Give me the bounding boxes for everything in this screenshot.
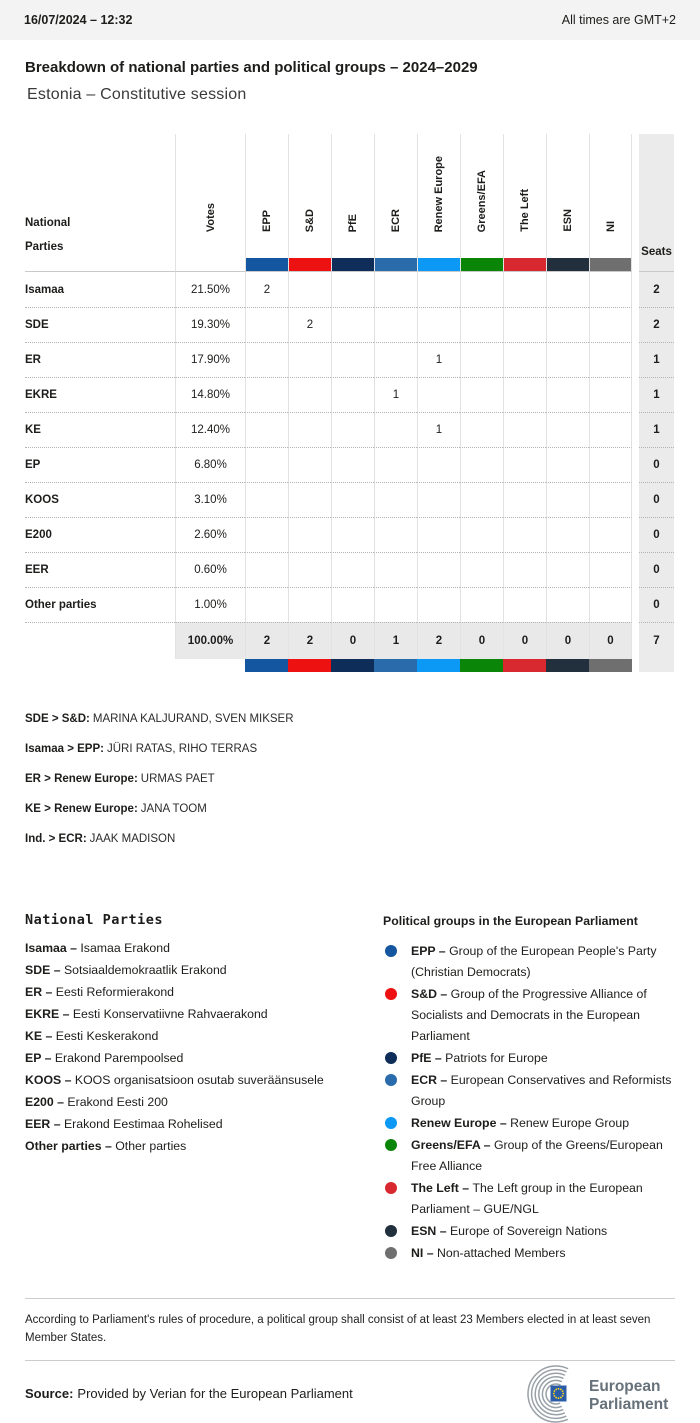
group-seats-cell xyxy=(245,517,288,552)
group-seats-cell xyxy=(245,377,288,412)
delegation-note xyxy=(25,743,675,756)
group-seats-cell xyxy=(331,482,374,517)
group-color-bar xyxy=(461,258,503,271)
group-seats-cell xyxy=(546,552,589,587)
group-seats-cell xyxy=(546,587,589,622)
group-color-bar xyxy=(332,258,374,271)
group-color-bar xyxy=(546,659,589,672)
source-label: Source: xyxy=(25,1386,74,1402)
group-seats-cell xyxy=(589,517,632,552)
group-seats-cell xyxy=(589,377,632,412)
group-seats-cell xyxy=(374,342,417,377)
group-color-dot xyxy=(385,988,397,1000)
group-color-bar xyxy=(418,258,460,271)
national-party-item xyxy=(25,1008,383,1021)
corner-line: National xyxy=(25,217,71,229)
party-name-cell: EER xyxy=(25,552,175,587)
column-gap xyxy=(632,482,639,517)
votes-cell: 0.60% xyxy=(175,552,245,587)
group-seats-cell: 1 xyxy=(417,342,460,377)
group-seats-cell xyxy=(589,552,632,587)
party-name-cell: ER xyxy=(25,342,175,377)
group-color-bar xyxy=(288,659,331,672)
group-seats-cell xyxy=(503,377,546,412)
group-color-dot xyxy=(385,1225,397,1237)
rules-footnote: According to Parliament's rules of procedure, a political group shall consist of at least 23 Members elected in at least seven Member States. xyxy=(25,1314,651,1345)
column-gap xyxy=(632,659,639,672)
group-seats-cell xyxy=(245,412,288,447)
party-full-name: Other parties xyxy=(111,1139,187,1153)
group-description: Renew Europe – Renew Europe Group xyxy=(411,1116,630,1130)
national-party-item xyxy=(25,1074,383,1087)
group-seats-cell xyxy=(546,307,589,342)
group-seats-cell xyxy=(288,517,331,552)
group-seats-cell xyxy=(331,587,374,622)
total-row-spacer xyxy=(25,622,175,659)
column-header-renew-europe xyxy=(417,134,460,272)
group-description: NI – Non-attached Members xyxy=(411,1246,566,1260)
group-seats-cell xyxy=(460,587,503,622)
group-color-dot xyxy=(385,1052,397,1064)
delegation-note-label: Isamaa > EPP: xyxy=(25,743,104,755)
bar-row-spacer xyxy=(175,659,245,672)
group-header-label: The Left xyxy=(519,189,531,232)
group-seats-cell xyxy=(503,447,546,482)
delegation-note xyxy=(25,833,675,846)
votes-cell: 17.90% xyxy=(175,342,245,377)
group-seats-cell xyxy=(546,482,589,517)
party-full-name: Erakond Eestimaa Rohelised xyxy=(60,1117,223,1131)
party-name-cell: Isamaa xyxy=(25,283,65,296)
source-line xyxy=(25,1386,353,1401)
group-seats-cell xyxy=(589,342,632,377)
group-color-dot xyxy=(385,1139,397,1151)
votes-cell: 2.60% xyxy=(175,517,245,552)
group-seats-cell xyxy=(245,587,288,622)
party-full-name: Erakond Parempoolsed xyxy=(51,1051,184,1065)
national-party-item xyxy=(25,942,383,955)
group-seats-cell: 2 xyxy=(288,307,331,342)
column-header-votes xyxy=(175,134,245,272)
group-color-dot xyxy=(385,1074,397,1086)
group-color-bar xyxy=(375,258,417,271)
party-abbr: EP – xyxy=(25,1051,52,1065)
column-gap xyxy=(632,517,639,552)
group-header-label: Greens/EFA xyxy=(476,169,488,232)
group-color-bar xyxy=(374,659,417,672)
group-seats-cell xyxy=(331,272,374,307)
group-description: PfE – Patriots for Europe xyxy=(411,1051,548,1065)
total-seats-cell: 7 xyxy=(639,622,674,659)
votes-cell: 12.40% xyxy=(175,412,245,447)
group-header-label: Renew Europe xyxy=(433,155,445,232)
group-seats-cell xyxy=(503,517,546,552)
group-seats-cell xyxy=(331,517,374,552)
group-description: ESN – Europe of Sovereign Nations xyxy=(411,1224,608,1238)
votes-cell: 6.80% xyxy=(175,447,245,482)
bar-row-spacer xyxy=(25,659,175,672)
group-color-bar xyxy=(590,258,631,271)
delegation-note-label: KE > Renew Europe: xyxy=(25,803,138,815)
group-seats-cell xyxy=(460,552,503,587)
group-seats-cell xyxy=(288,342,331,377)
group-seats-cell xyxy=(460,307,503,342)
party-full-name: Isamaa Erakond xyxy=(76,941,170,955)
group-seats-cell xyxy=(245,342,288,377)
group-color-dot xyxy=(385,1117,397,1129)
page-footer xyxy=(25,1365,675,1423)
group-seats-cell xyxy=(460,272,503,307)
seats-cell: 0 xyxy=(639,552,674,587)
group-seats-cell xyxy=(460,447,503,482)
party-full-name: Eesti Keskerakond xyxy=(52,1029,159,1043)
group-seats-cell xyxy=(417,517,460,552)
party-abbr: SDE – xyxy=(25,963,61,977)
column-header-greens-efa xyxy=(460,134,503,272)
group-color-bar xyxy=(547,258,589,271)
seats-cell: 2 xyxy=(639,272,674,307)
group-seats-cell xyxy=(546,412,589,447)
group-seats-cell xyxy=(460,517,503,552)
party-abbr: KOOS – xyxy=(25,1073,72,1087)
corner-line: Parties xyxy=(25,241,64,253)
column-gap xyxy=(632,307,639,342)
group-color-bar xyxy=(503,659,546,672)
column-header-seats: Seats xyxy=(639,134,674,272)
political-group-item xyxy=(383,984,675,1047)
group-description: Greens/EFA – Group of the Greens/European Free Alliance xyxy=(411,1138,663,1173)
votes-cell: 1.00% xyxy=(175,587,245,622)
national-party-item xyxy=(25,1140,383,1153)
party-name-cell: Other parties xyxy=(25,587,175,622)
group-seats-cell xyxy=(503,412,546,447)
group-seats-cell: 1 xyxy=(417,412,460,447)
seats-cell: 0 xyxy=(639,587,674,622)
group-seats-cell xyxy=(589,587,632,622)
political-groups-legend xyxy=(383,912,675,1265)
party-abbr: ER – xyxy=(25,985,53,999)
party-name-cell: EKRE xyxy=(25,377,175,412)
seats-cell: 1 xyxy=(639,412,674,447)
group-color-bar xyxy=(246,258,288,271)
group-seats-cell xyxy=(503,552,546,587)
national-party-item xyxy=(25,1052,383,1065)
group-seats-cell xyxy=(331,447,374,482)
group-seats-cell xyxy=(460,482,503,517)
group-seats-cell xyxy=(417,552,460,587)
group-seats-cell xyxy=(374,482,417,517)
column-gap xyxy=(632,447,639,482)
group-seats-cell xyxy=(503,482,546,517)
national-party-item xyxy=(25,1030,383,1043)
group-color-dot xyxy=(385,1182,397,1194)
group-header-label: EPP xyxy=(261,209,273,232)
group-header-label: PfE xyxy=(347,213,359,232)
group-seats-cell xyxy=(288,447,331,482)
political-group-item xyxy=(383,1221,675,1242)
party-abbr: EKRE – xyxy=(25,1007,70,1021)
group-seats-cell xyxy=(589,447,632,482)
legends xyxy=(25,912,675,1265)
group-seats-cell xyxy=(245,447,288,482)
page-title: Breakdown of national parties and political groups – 2024–2029 xyxy=(25,59,478,76)
delegation-note-names: MARINA KALJURAND, SVEN MIKSER xyxy=(92,713,294,725)
group-seats-cell xyxy=(546,342,589,377)
votes-cell: 19.30% xyxy=(175,307,245,342)
group-seats-cell xyxy=(245,482,288,517)
seats-cell: 0 xyxy=(639,447,674,482)
group-seats-cell xyxy=(331,412,374,447)
group-seats-cell xyxy=(546,272,589,307)
group-seats-cell xyxy=(245,307,288,342)
delegation-note-label: Ind. > ECR: xyxy=(25,833,87,845)
group-seats-cell xyxy=(331,342,374,377)
timezone-note: All times are GMT+2 xyxy=(561,13,676,27)
political-group-item xyxy=(383,941,675,983)
delegation-note xyxy=(25,803,675,816)
delegation-note-names: URMAS PAET xyxy=(140,773,215,785)
group-description: S&D – Group of the Progressive Alliance of Socialists and Democrats in the European Parliament xyxy=(411,987,647,1043)
column-gap xyxy=(632,587,639,622)
delegation-notes xyxy=(25,713,675,846)
group-seats-cell xyxy=(589,412,632,447)
group-seats-cell: 1 xyxy=(374,377,417,412)
votes-cell: 21.50% xyxy=(175,272,245,307)
delegation-note-names: JÜRI RATAS, RIHO TERRAS xyxy=(106,743,258,755)
party-abbr: Other parties – xyxy=(25,1139,112,1153)
political-group-item xyxy=(383,1070,675,1112)
votes-header-label: Votes xyxy=(204,202,217,232)
party-name-cell: EP xyxy=(25,447,175,482)
group-seats-cell xyxy=(288,587,331,622)
total-votes-cell: 100.00% xyxy=(175,622,245,659)
group-color-bar xyxy=(289,258,331,271)
group-color-bar xyxy=(589,659,632,672)
total-group-seats-cell: 0 xyxy=(589,622,632,659)
group-header-label: NI xyxy=(604,221,617,232)
group-seats-cell xyxy=(546,517,589,552)
seats-cell: 0 xyxy=(639,482,674,517)
party-full-name: Eesti Konservatiivne Rahvaerakond xyxy=(69,1007,268,1021)
group-seats-cell xyxy=(374,272,417,307)
group-seats-cell xyxy=(245,552,288,587)
divider xyxy=(25,1360,675,1361)
group-seats-cell xyxy=(460,412,503,447)
group-seats-cell xyxy=(460,377,503,412)
group-seats-cell: 2 xyxy=(245,272,288,307)
party-abbr: KE – xyxy=(25,1029,53,1043)
column-header-pfe xyxy=(331,134,374,272)
group-seats-cell xyxy=(503,587,546,622)
column-header-epp xyxy=(245,134,288,272)
group-seats-cell xyxy=(374,307,417,342)
votes-cell: 14.80% xyxy=(175,377,245,412)
delegation-note-label: SDE > S&D: xyxy=(25,713,90,725)
group-seats-cell xyxy=(417,587,460,622)
column-gap xyxy=(632,272,639,307)
group-seats-cell xyxy=(417,447,460,482)
total-group-seats-cell: 0 xyxy=(546,622,589,659)
group-seats-cell xyxy=(374,517,417,552)
party-name-cell: KE xyxy=(25,412,175,447)
total-group-seats-cell: 2 xyxy=(417,622,460,659)
table-corner-header xyxy=(25,134,175,272)
seats-cell: 2 xyxy=(639,307,674,342)
group-seats-cell xyxy=(374,447,417,482)
results-table xyxy=(25,134,675,672)
column-header-s-d xyxy=(288,134,331,272)
group-seats-cell xyxy=(503,272,546,307)
column-gap xyxy=(632,342,639,377)
column-gap xyxy=(632,377,639,412)
top-bar xyxy=(0,0,700,40)
column-header-ecr xyxy=(374,134,417,272)
national-parties-list xyxy=(25,942,383,1153)
group-header-label: ECR xyxy=(390,208,402,232)
group-description: EPP – Group of the European People's Party (Christian Democrats) xyxy=(411,944,657,979)
delegation-note-names: JAAK MADISON xyxy=(89,833,176,845)
page-subtitle: Estonia – Constitutive session xyxy=(27,86,247,103)
group-color-bar xyxy=(504,258,546,271)
group-seats-cell xyxy=(331,377,374,412)
party-abbr: Isamaa – xyxy=(25,941,77,955)
group-seats-cell xyxy=(331,307,374,342)
group-seats-cell xyxy=(503,342,546,377)
total-group-seats-cell: 2 xyxy=(245,622,288,659)
political-group-item xyxy=(383,1048,675,1069)
group-seats-cell xyxy=(417,307,460,342)
party-full-name: KOOS organisatsioon osutab suveräänsusele xyxy=(71,1073,324,1087)
group-seats-cell xyxy=(546,447,589,482)
total-group-seats-cell: 1 xyxy=(374,622,417,659)
group-seats-cell xyxy=(503,307,546,342)
group-seats-cell xyxy=(374,552,417,587)
group-color-bar xyxy=(417,659,460,672)
seats-cell: 1 xyxy=(639,342,674,377)
source-text: Provided by Verian for the European Parliament xyxy=(77,1386,353,1402)
group-seats-cell xyxy=(331,552,374,587)
group-header-label: S&D xyxy=(304,208,316,232)
national-parties-legend xyxy=(25,912,383,1265)
group-seats-cell xyxy=(546,377,589,412)
datetime-label: 16/07/2024 – 12:32 xyxy=(24,13,133,27)
european-parliament-logo xyxy=(525,1365,675,1423)
party-full-name: Erakond Eesti 200 xyxy=(63,1095,168,1109)
political-groups-list xyxy=(383,941,675,1264)
delegation-note xyxy=(25,713,675,726)
column-header-ni xyxy=(589,134,632,272)
group-seats-cell xyxy=(374,412,417,447)
group-seats-cell xyxy=(288,482,331,517)
total-group-seats-cell: 0 xyxy=(460,622,503,659)
national-party-item xyxy=(25,1096,383,1109)
group-seats-cell xyxy=(589,272,632,307)
column-header-esn xyxy=(546,134,589,272)
delegation-note-label: ER > Renew Europe: xyxy=(25,773,138,785)
seats-cell: 0 xyxy=(639,517,674,552)
column-gap xyxy=(632,552,639,587)
logo-text-line2: Parliament xyxy=(589,1395,669,1413)
delegation-note-names: JANA TOOM xyxy=(140,803,207,815)
group-seats-cell xyxy=(288,272,331,307)
column-gap xyxy=(632,412,639,447)
seats-cell: 1 xyxy=(639,377,674,412)
political-group-item xyxy=(383,1113,675,1134)
national-party-item xyxy=(25,1118,383,1131)
party-name-cell: SDE xyxy=(25,307,175,342)
national-party-item xyxy=(25,964,383,977)
group-seats-cell xyxy=(417,377,460,412)
total-group-seats-cell: 2 xyxy=(288,622,331,659)
group-description: The Left – The Left group in the European Parliament – GUE/NGL xyxy=(411,1181,643,1216)
national-parties-heading: National Parties xyxy=(25,912,164,928)
group-seats-cell xyxy=(417,482,460,517)
party-full-name: Sotsiaaldemokraatlik Erakond xyxy=(60,963,227,977)
divider xyxy=(25,1298,675,1299)
group-seats-cell xyxy=(288,377,331,412)
group-seats-cell xyxy=(589,307,632,342)
total-group-seats-cell: 0 xyxy=(503,622,546,659)
political-group-item xyxy=(383,1178,675,1220)
group-header-label: ESN xyxy=(562,209,574,232)
group-seats-cell xyxy=(417,272,460,307)
party-name-cell: KOOS xyxy=(25,482,175,517)
political-groups-heading: Political groups in the European Parliament xyxy=(383,914,638,928)
party-name-cell: E200 xyxy=(25,517,175,552)
group-description: ECR – European Conservatives and Reformists Group xyxy=(411,1073,672,1108)
group-seats-cell xyxy=(288,412,331,447)
group-seats-cell xyxy=(374,587,417,622)
group-seats-cell xyxy=(589,482,632,517)
column-header-the-left xyxy=(503,134,546,272)
group-color-bar xyxy=(245,659,288,672)
total-group-seats-cell: 0 xyxy=(331,622,374,659)
political-group-item xyxy=(383,1243,675,1264)
column-gap xyxy=(632,134,639,272)
group-color-bar xyxy=(331,659,374,672)
party-abbr: EER – xyxy=(25,1117,61,1131)
party-full-name: Eesti Reformierakond xyxy=(52,985,174,999)
group-seats-cell xyxy=(288,552,331,587)
seats-column-footer xyxy=(639,659,674,672)
votes-cell: 3.10% xyxy=(175,482,245,517)
delegation-note xyxy=(25,773,675,786)
group-color-dot xyxy=(385,1247,397,1259)
column-gap xyxy=(632,622,639,659)
logo-text-line1: European xyxy=(589,1377,661,1395)
group-color-dot xyxy=(385,945,397,957)
national-party-item xyxy=(25,986,383,999)
group-color-bar xyxy=(460,659,503,672)
group-seats-cell xyxy=(460,342,503,377)
party-abbr: E200 – xyxy=(25,1095,64,1109)
political-group-item xyxy=(383,1135,675,1177)
